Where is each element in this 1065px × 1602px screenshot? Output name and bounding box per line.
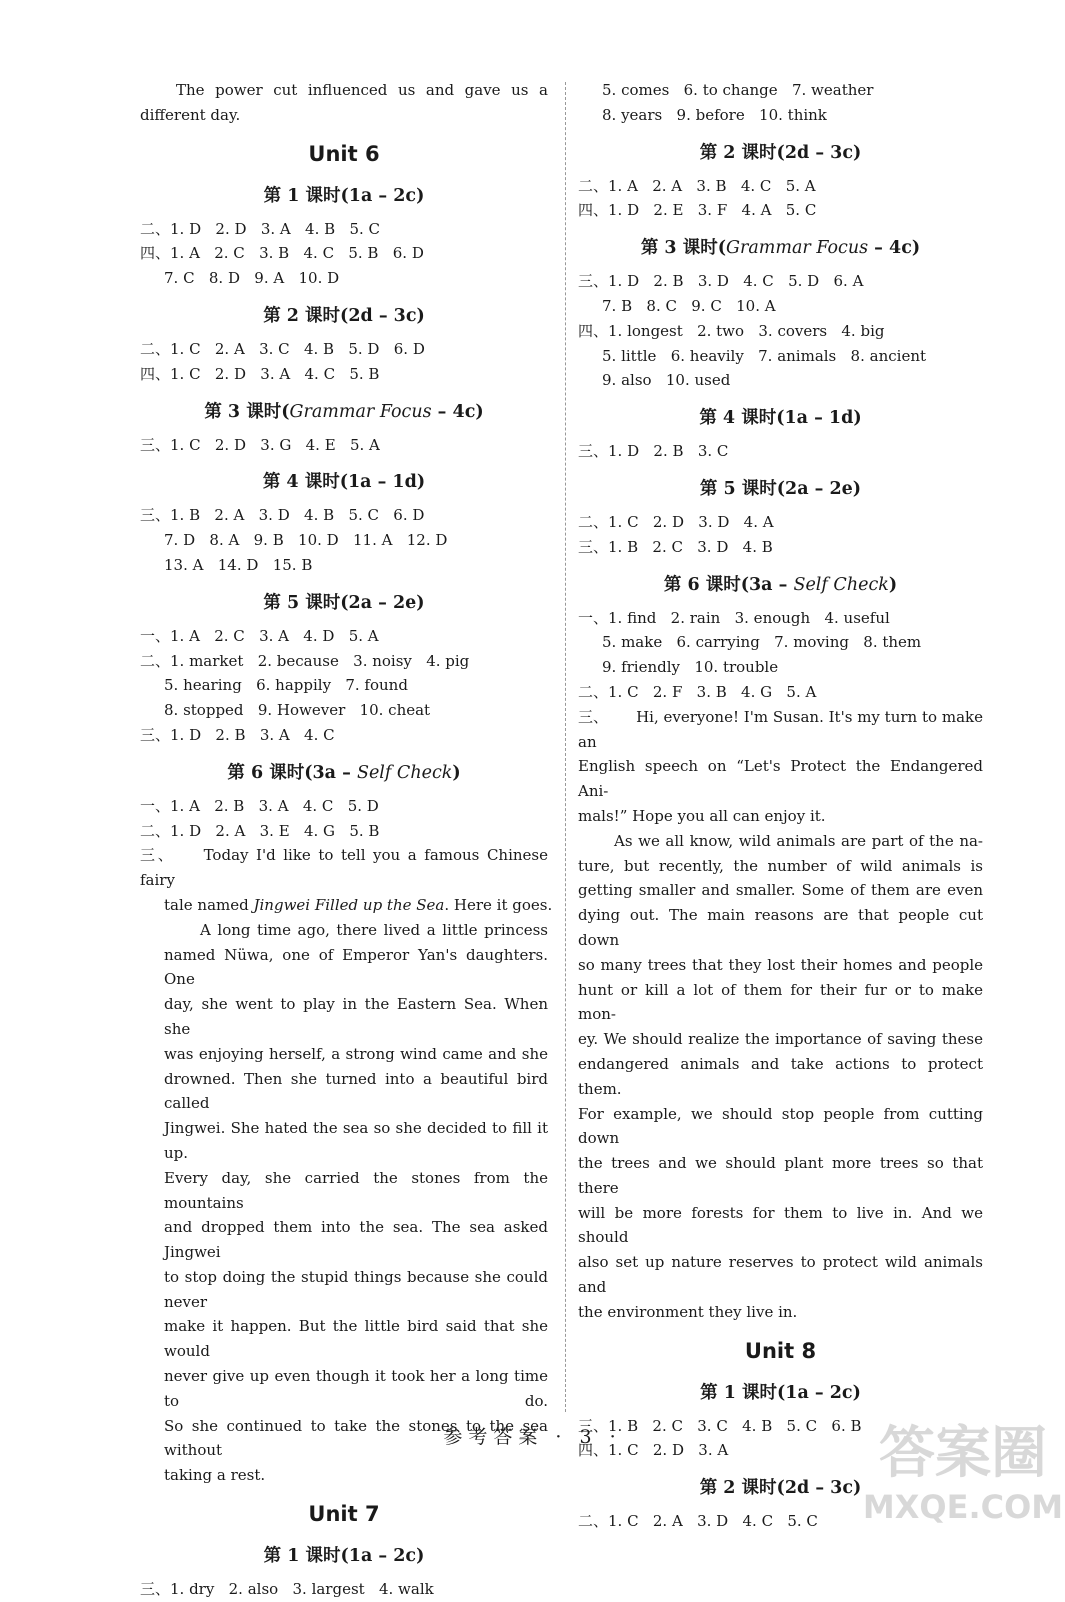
lesson-heading: 第 5 课时(2a – 2e) (699, 478, 862, 499)
essay-line: so many trees that they lost their homes and people (578, 955, 983, 974)
lesson-heading: 第 2 课时(2d – 3c) (263, 305, 425, 326)
essay-line: ey. We should realize the importance of saving these (578, 1030, 983, 1049)
answer-line: 四、1. C 2. D 3. A (578, 1441, 729, 1460)
lesson-heading (140, 398, 548, 423)
lesson-heading: 第 1 课时(1a – 2c) (700, 1382, 861, 1403)
lesson-heading: 第 1 课时(1a – 2c) (263, 185, 425, 206)
essay-line: So she continued to take the stones to the sea without (164, 1416, 548, 1460)
answer-line: 7. B 8. C 9. C 10. A (602, 296, 776, 315)
answer-line: 一、1. A 2. B 3. A 4. C 5. D (140, 796, 379, 815)
lesson-heading (578, 234, 983, 259)
essay-first-line: Today I'd like to tell you a famous Chinese fairy (140, 846, 548, 890)
lesson-heading-c: ) (888, 574, 898, 595)
answer-line: 二、1. market 2. because 3. noisy 4. pig (140, 651, 470, 670)
lesson-heading (140, 759, 548, 784)
essay-text: . Here it goes. (444, 895, 553, 914)
answer-line: 三、1. B 2. C 3. D 4. B (578, 537, 773, 556)
essay-line (140, 893, 553, 918)
essay-line: endangered animals and take actions to protect them. (578, 1054, 983, 1098)
answer-line: 三、1. D 2. B 3. C (578, 442, 729, 461)
answer-line: 5. comes 6. to change 7. weather (602, 81, 874, 99)
answer-line: 四、1. D 2. E 3. F 4. A 5. C (578, 201, 817, 220)
essay-line: to stop doing the stupid things because she could never (164, 1267, 548, 1311)
essay-label: 三、 (578, 707, 609, 726)
answer-line: 二、1. C 2. F 3. B 4. G 5. A (578, 682, 817, 701)
essay-line: Jingwei. She hated the sea so she decided to fill it up. (164, 1119, 548, 1162)
watermark-logo (862, 1410, 1064, 1528)
essay-line: also set up nature reserves to protect wild animals and (578, 1253, 983, 1297)
answer-line: 5. little 6. heavily 7. animals 8. ancient (602, 346, 927, 365)
essay-line: and dropped them into the sea. The sea asked Jingwei (164, 1218, 548, 1262)
answer-line: 二、1. A 2. A 3. B 4. C 5. A (578, 176, 816, 195)
lesson-heading: 第 4 课时(1a – 1d) (262, 472, 426, 493)
answer-line: 三、1. C 2. D 3. G 4. E 5. A (140, 435, 380, 454)
essay-text: tale named (164, 895, 254, 914)
answer-line: 一、1. A 2. C 3. A 4. D 5. A (140, 626, 379, 645)
unit-title: Unit 6 (308, 141, 380, 166)
essay-line: was enjoying herself, a strong wind came and she (164, 1044, 548, 1063)
page-footer: 参考答案 · 3 · (443, 1426, 622, 1448)
essay-line: hunt or kill a lot of them for their fur or to make mon- (578, 980, 983, 1024)
essay-line: named Nüwa, one of Emperor Yan's daughters. One (164, 945, 548, 989)
lesson-heading-c: – 4c) (868, 238, 921, 259)
lesson-heading-italic: Self Check (793, 574, 889, 595)
unit-title: Unit 7 (308, 1502, 380, 1527)
answer-line: 8. years 9. before 10. think (602, 105, 827, 124)
watermark-text: 答案圈 (879, 1421, 1047, 1486)
intro-line: The power cut influenced us and gave us a (176, 81, 548, 99)
lesson-heading-italic: Grammar Focus (725, 238, 869, 259)
essay-line: the environment they live in. (578, 1302, 798, 1321)
essay-first-line: Hi, everyone! I'm Susan. It's my turn to make an (578, 707, 983, 751)
lesson-heading: 第 2 课时(2d – 3c) (699, 1478, 862, 1499)
lesson-heading: 第 5 课时(2a – 2e) (263, 592, 425, 613)
lesson-heading: 第 2 课时(2d – 3c) (699, 142, 862, 163)
essay-line: make it happen. But the little bird said that she would (164, 1317, 548, 1361)
lesson-heading-a: 第 3 课时( (204, 401, 290, 422)
essay-line: A long time ago, there lived a little princess (200, 920, 548, 939)
essay-line: taking a rest. (164, 1466, 266, 1485)
essay-line: Every day, she carried the stones from the mountains (164, 1168, 548, 1212)
answer-line: 二、1. D 2. D 3. A 4. B 5. C (140, 219, 381, 238)
answer-line: 9. also 10. used (602, 371, 731, 390)
answer-line: 8. stopped 9. However 10. cheat (164, 701, 431, 720)
left-column (140, 78, 553, 1602)
lesson-heading-a: 第 6 课时(3a – (663, 574, 794, 595)
answer-line: 三、1. D 2. B 3. A 4. C (140, 725, 335, 744)
lesson-heading: 第 1 课时(1a – 2c) (263, 1546, 425, 1567)
answer-line: 一、1. find 2. rain 3. enough 4. useful (578, 608, 890, 627)
answer-line: 三、1. B 2. C 3. C 4. B 5. C 6. B (578, 1416, 862, 1435)
column-divider (565, 82, 566, 1412)
essay-label: 三、 (140, 846, 176, 865)
right-column (578, 78, 983, 1534)
essay-line: the trees and we should plant more trees so that there (578, 1154, 983, 1197)
answer-line: 7. D 8. A 9. B 10. D 11. A 12. D (164, 531, 448, 550)
answer-line: 四、1. A 2. C 3. B 4. C 5. B 6. D (140, 244, 424, 263)
essay-line: drowned. Then she turned into a beautiful bird called (164, 1069, 548, 1113)
essay-line: As we all know, wild animals are part of the na- (614, 831, 983, 850)
lesson-heading-a: 第 3 课时( (640, 238, 726, 259)
answer-line: 7. C 8. D 9. A 10. D (164, 269, 340, 288)
lesson-heading-a: 第 6 课时(3a – (227, 762, 357, 783)
answer-line: 三、1. D 2. B 3. D 4. C 5. D 6. A (578, 272, 864, 291)
answer-line: 二、1. C 2. A 3. C 4. B 5. D 6. D (140, 339, 425, 358)
essay-line: mals!” Hope you all can enjoy it. (578, 806, 826, 825)
lesson-heading-italic: Grammar Focus (289, 401, 432, 422)
essay-line: day, she went to play in the Eastern Sea. When she (164, 995, 548, 1038)
essay-line (578, 705, 983, 755)
essay-line: never give up even though it took her a long time to do. (164, 1367, 548, 1410)
answer-line: 二、1. D 2. A 3. E 4. G 5. B (140, 821, 380, 840)
answer-line: 四、1. C 2. D 3. A 4. C 5. B (140, 364, 380, 383)
essay-line: dying out. The main reasons are that people cut down (578, 906, 983, 949)
lesson-heading-italic: Self Check (356, 762, 453, 783)
answer-line: 二、1. C 2. A 3. D 4. C 5. C (578, 1512, 818, 1531)
lesson-heading-c: – 4c) (431, 401, 484, 422)
answer-line: 二、1. C 2. D 3. D 4. A (578, 512, 774, 531)
essay-title-italic: Jingwei Filled up the Sea (253, 895, 445, 914)
answer-line: 5. hearing 6. happily 7. found (164, 676, 408, 695)
answer-line: 三、1. B 2. A 3. D 4. B 5. C 6. D (140, 506, 425, 525)
answer-line: 13. A 14. D 15. B (164, 555, 313, 574)
watermark-url: MXQE.COM (862, 1488, 1064, 1526)
lesson-heading-c: ) (452, 762, 461, 783)
answer-line: 5. make 6. carrying 7. moving 8. them (602, 633, 922, 652)
lesson-heading (578, 571, 983, 596)
lesson-heading: 第 4 课时(1a – 1d) (699, 408, 862, 429)
essay-line (140, 843, 548, 893)
answer-line: 四、1. longest 2. two 3. covers 4. big (578, 321, 885, 340)
essay-line: will be more forests for them to live in. And we should (578, 1203, 983, 1247)
essay-line: ture, but recently, the number of wild animals is (578, 856, 983, 875)
answer-line: 三、1. dry 2. also 3. largest 4. walk (140, 1580, 434, 1599)
unit-title: Unit 8 (744, 1338, 817, 1363)
intro-line: different day. (140, 105, 241, 124)
essay-line: For example, we should stop people from cutting down (578, 1104, 983, 1148)
answer-line: 9. friendly 10. trouble (602, 658, 779, 677)
essay-line: English speech on “Let's Protect the Endangered Ani- (578, 757, 983, 801)
essay-line: getting smaller and smaller. Some of them are even (578, 881, 983, 900)
